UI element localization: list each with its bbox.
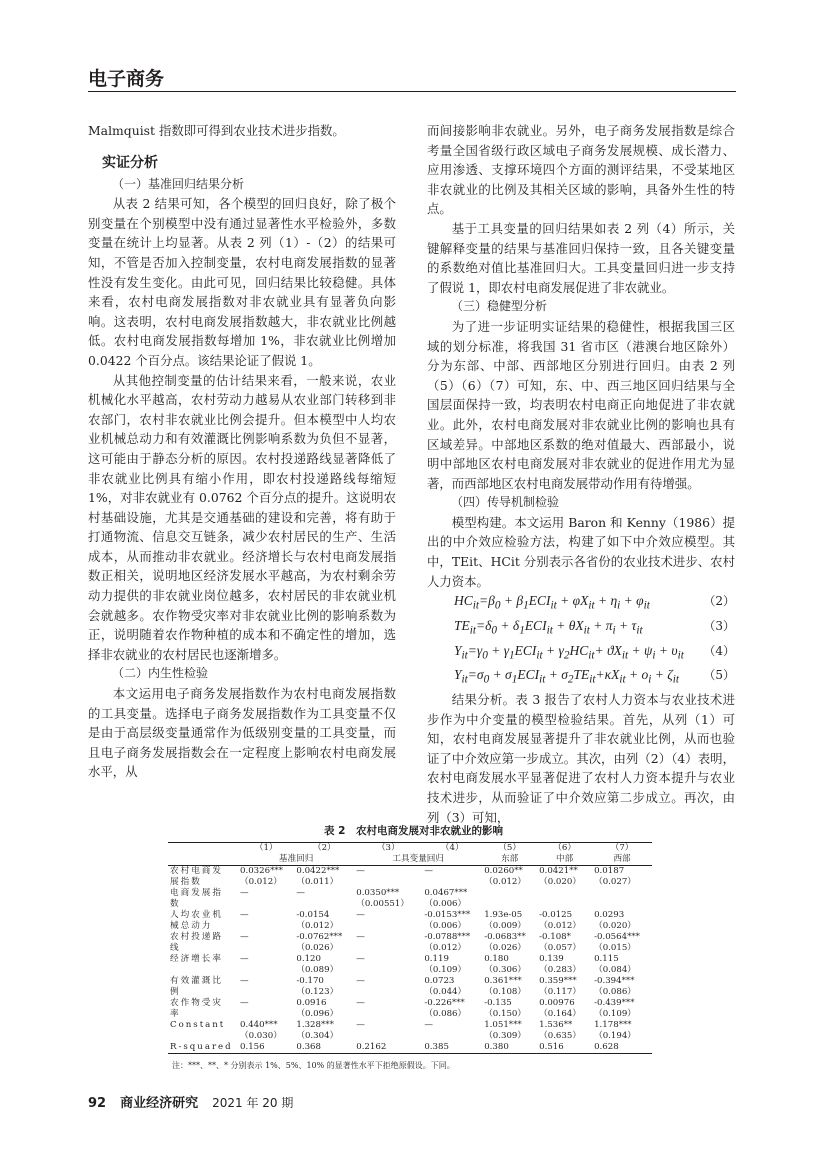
std-error-cell: （0.164） <box>539 1009 581 1019</box>
std-error-cell <box>482 899 537 910</box>
std-error-cell <box>354 943 422 954</box>
header-blank <box>168 843 238 855</box>
table-header-row <box>168 843 652 855</box>
coefficient-cell: — <box>240 932 249 942</box>
table-row <box>168 1020 652 1031</box>
std-error-cell <box>354 987 422 998</box>
coefficient-cell: -0.394*** <box>594 976 635 986</box>
column-number: （1） <box>254 843 278 853</box>
paragraph: 模型构建。本文运用 Baron 和 Kenny（1986）提出的中介效应检验方法，构建了如下中介效应模型。其中，TEit、HCit 分别表示各省份的农业技术进步、农村人力资本。 <box>427 514 735 589</box>
coefficient-cell: 0.380 <box>484 1042 509 1052</box>
column-number: （7） <box>610 843 634 853</box>
paragraph: 而间接影响非农就业。另外，电子商务发展指数是综合考量全国省级行政区域电子商务发展规模、成长潜力、应用渗透、支撑环境四个方面的测评结果，不受某地区非农就业的比例及其相关区域的影响，具备外生性的特点。 <box>427 123 735 217</box>
paragraph: 本文运用电子商务发展指数作为农村电商发展指数的工具变量。选择电子商务发展指数作为工具变量不仅是由于高层级变量通常作为低级别变量的工具变量，而且电子商务发展指数会在一定程度上影响农村电商发展水平，从 <box>88 686 396 780</box>
paragraph: 为了进一步证明实证结果的稳健性，根据我国三区域的划分标准，将我国 31 省市区（港澳台地区除外）分为东部、中部、西部地区分别进行回归。由表 2 列（5）（6）（7）可知，东、中、西三地区回归结果与全国层面保持一致，均表明农村电商正向地促进了非农就业。此外，农村电商发展对非农就业比例的影响也具有区域差异。中部地区系数的绝对值最大、西部最小，说明中部地区农村电商发展对非农就业的促进作用尤为显著，而西部地区农村电商发展带动作用有待增强。 <box>427 318 735 491</box>
std-error-cell <box>354 921 422 932</box>
std-error-cell: （0.026） <box>296 943 339 953</box>
std-error-cell: （0.009） <box>484 921 526 931</box>
std-error-cell: （0.012） <box>296 921 339 931</box>
std-error-cell: （0.117） <box>539 987 581 997</box>
coefficient-cell: 0.0293 <box>594 910 625 920</box>
table-row-se <box>168 1031 652 1042</box>
coefficient-cell: -0.0762*** <box>296 932 343 942</box>
page-footer <box>88 1092 293 1111</box>
std-error-cell: （0.086） <box>424 1009 467 1019</box>
column-group: 基准回归 <box>238 854 354 866</box>
coefficient-cell: -0.0564*** <box>594 932 640 942</box>
coefficient-cell: 0.139 <box>539 954 564 964</box>
coefficient-cell: -0.0153*** <box>424 910 471 920</box>
std-error-cell <box>238 1009 294 1020</box>
row-label: 经济增长率 <box>170 954 223 964</box>
std-error-cell <box>422 1031 482 1042</box>
std-error-cell: （0.109） <box>424 965 467 975</box>
subheading: （四）传导机制检验 <box>451 495 560 510</box>
std-error-cell: （0.012） <box>424 943 467 953</box>
std-error-cell: （0.026） <box>484 943 526 953</box>
table-row-se <box>168 987 652 998</box>
column-number: （6） <box>553 843 576 853</box>
page-number: 92 <box>88 1096 107 1111</box>
coefficient-cell: — <box>356 954 365 964</box>
coefficient-cell: -0.0788*** <box>424 932 471 942</box>
table-row <box>168 998 652 1009</box>
coefficient-cell: 0.156 <box>240 1042 265 1052</box>
coefficient-cell: — <box>356 976 365 986</box>
table-row-se <box>168 877 652 888</box>
coefficient-cell: 0.0421** <box>539 866 578 876</box>
row-label-cont: 线 <box>170 943 181 953</box>
coefficient-cell: 0.628 <box>594 1042 619 1052</box>
row-label-cont <box>168 965 238 976</box>
coefficient-cell: — <box>240 976 249 986</box>
table-row <box>168 976 652 987</box>
std-error-cell <box>294 899 354 910</box>
coefficient-cell <box>537 888 592 899</box>
coefficient-cell: — <box>240 998 249 1008</box>
std-error-cell <box>238 965 294 976</box>
std-error-cell <box>238 921 294 932</box>
coefficient-cell: 0.0422*** <box>296 866 340 876</box>
table-row <box>168 888 652 899</box>
std-error-cell: （0.150） <box>484 1009 526 1019</box>
coefficient-cell: -0.226*** <box>424 998 465 1008</box>
coefficient-cell: 0.368 <box>296 1042 321 1052</box>
coefficient-cell: 0.385 <box>424 1042 449 1052</box>
table-row-se <box>168 1009 652 1020</box>
std-error-cell: （0.044） <box>424 987 467 997</box>
column-number: （3） <box>376 843 400 853</box>
table-group-row <box>168 854 652 866</box>
coefficient-cell: 0.0467*** <box>424 888 468 898</box>
coefficient-cell: -0.439*** <box>594 998 635 1008</box>
std-error-cell: （0.00551） <box>356 899 409 909</box>
column-group: 中部 <box>537 854 592 866</box>
std-error-cell <box>354 965 422 976</box>
coefficient-cell: 0.180 <box>484 954 509 964</box>
std-error-cell <box>537 899 592 910</box>
std-error-cell: （0.006） <box>424 921 467 931</box>
std-error-cell: （0.109） <box>594 1009 636 1019</box>
std-error-cell: （0.309） <box>484 1031 526 1041</box>
row-label: 人均农业机 <box>170 910 223 920</box>
table-row <box>168 954 652 965</box>
coefficient-cell: 0.0350*** <box>356 888 400 898</box>
std-error-cell: （0.020） <box>539 877 581 887</box>
std-error-cell <box>354 1009 422 1020</box>
std-error-cell <box>354 877 422 888</box>
subheading: （二）内生性检验 <box>112 666 209 681</box>
coefficient-cell: 0.00976 <box>539 998 575 1008</box>
std-error-cell <box>238 943 294 954</box>
journal-name: 商业经济研究 <box>120 1096 199 1111</box>
coefficient-cell: 0.0260** <box>484 866 523 876</box>
std-error-cell <box>592 899 652 910</box>
row-label-cont: 例 <box>170 987 181 997</box>
table-row <box>168 932 652 943</box>
coefficient-cell: 1.536** <box>539 1020 573 1030</box>
issue: 2021 年 20 期 <box>212 1096 294 1110</box>
coefficient-cell: -0.108* <box>539 932 571 942</box>
coefficient-cell: — <box>356 998 365 1008</box>
coefficient-cell: 1.051*** <box>484 1020 522 1030</box>
std-error-cell: （0.012） <box>539 921 581 931</box>
equation-3: $TE_{it}=\delta_0 + \delta_1ECI_{it} + \theta X_{it} + \pi_i + \tau_{it}$ （3） <box>454 617 735 637</box>
equation-5: $Y_{it}=\sigma_0 + \sigma_1ECI_{it} + \sigma_2TE_{it}+\kappa X_{it} + o_i + \zeta_{it}$ （5） <box>454 667 735 686</box>
coefficient-cell: 0.115 <box>594 954 619 964</box>
coefficient-cell: — <box>240 888 249 898</box>
row-label: R-squared <box>170 1042 233 1052</box>
row-label-cont: 率 <box>170 1009 181 1019</box>
table-row <box>168 1042 652 1054</box>
paragraph: Malmquist 指数即可得到农业技术进步指数。 <box>88 123 345 138</box>
std-error-cell: （0.030） <box>240 1031 282 1041</box>
header-blank <box>168 854 238 866</box>
left-column <box>88 121 396 782</box>
coefficient-cell: 0.0916 <box>296 998 327 1008</box>
std-error-cell <box>238 987 294 998</box>
table-title: 表 2 农村电商发展对非农就业的影响 <box>324 825 503 837</box>
section-heading: 实证分析 <box>102 154 158 171</box>
coefficient-cell: -0.135 <box>484 998 512 1008</box>
coefficient-cell: 0.516 <box>539 1042 564 1052</box>
std-error-cell: （0.123） <box>296 987 339 997</box>
subheading: （一）基准回归结果分析 <box>112 176 245 191</box>
coefficient-cell <box>592 888 652 899</box>
table-row <box>168 910 652 921</box>
coefficient-cell: — <box>356 910 365 920</box>
coefficient-cell: 0.361*** <box>484 976 522 986</box>
subheading: （三）稳健型分析 <box>451 299 548 314</box>
std-error-cell: （0.283） <box>539 965 581 975</box>
column-number: （5） <box>498 843 521 853</box>
std-error-cell: （0.020） <box>594 921 636 931</box>
row-label-cont: 展指数 <box>170 877 202 887</box>
std-error-cell: （0.635） <box>539 1031 581 1041</box>
coefficient-cell: -0.0125 <box>539 910 573 920</box>
std-error-cell: （0.012） <box>240 877 282 887</box>
coefficient-cell: 0.0326*** <box>240 866 283 876</box>
paragraph: 从其他控制变量的估计结果来看，一般来说，农业机械化水平越高，农村劳动力越易从农业部门转移到非农部门，农村非农就业比例会提升。但本模型中人均农业机械总动力和有效灌溉比例影响系数为负但不显著，这可能由于静态分析的原因。农村投递路线显著降低了非农就业比例具有缩小作用，即农村投递路线每缩短 1%，对非农就业有 0.0762 个百分点的提升。这说明农村基础设施，尤其是交通基础的建设和完善，将有助于打通物流、信息交互链条，减少农村居民的生产、生活成本，从而推动非农就业。经济增长与农村电商发展指数正相关，说明地区经济发展水平越高，为农村剩余劳动力提供的非农就业岗位越多，农村居民的非农就业机会就越多。农作物受灾率对非农就业比例的影响系数为正，说明随着农作物种植的成本和不确定性的增加，选择非农就业的农村居民也逐渐增多。 <box>88 372 396 662</box>
coefficient-cell: 0.0187 <box>594 866 625 876</box>
coefficient-cell: 0.440*** <box>240 1020 278 1030</box>
coefficient-cell: 0.359*** <box>539 976 577 986</box>
coefficient-cell <box>482 888 537 899</box>
paragraph: 基于工具变量的回归结果如表 2 列（4）所示，关键解释变量的结果与基准回归保持一致，且各关键变量的系数绝对值比基准回归大。工具变量回归进一步支持了假说 1，即农村电商发展促进了非农就业。 <box>427 220 735 295</box>
paragraph: 从表 2 结果可知，各个模型的回归良好，除了极个别变量在个别模型中没有通过显著性水平检验外，多数变量在统计上均显著。从表 2 列（1）-（2）的结果可知，不管是否加入控制变量，农村电商发展指数的显著性没有发生变化。由此可见，回归结果比较稳健。具体来看，农村电商发展指数对非农就业具有显著负向影响。这表明，农村电商发展指数越大，非农就业比例越低。农村电商发展指数每增加 1%，非农就业比例增加 0.0422 个百分点。该结果论证了假说 1。 <box>88 196 396 368</box>
std-error-cell: （0.306） <box>484 965 526 975</box>
std-error-cell <box>422 877 482 888</box>
coefficient-cell: 0.0723 <box>424 976 455 986</box>
row-label: 有效灌溉比 <box>170 976 223 986</box>
table-row-se <box>168 943 652 954</box>
coefficient-cell: — <box>356 1020 365 1030</box>
std-error-cell: （0.304） <box>296 1031 339 1041</box>
paragraph: 结果分析。表 3 报告了农村人力资本与农业技术进步作为中介变量的模型检验结果。首先，从列（1）可知，农村电商发展显著提升了非农就业比例，从而也验证了中介效应第一步成立。其次，由列（2）（4）表明，农村电商发展水平显著促进了农村人力资本提升与农业技术进步，从而验证了中介效应第二步成立。再次，由列（3）可知， <box>427 692 735 825</box>
std-error-cell: （0.086） <box>594 987 636 997</box>
row-label: Constant <box>170 1020 226 1030</box>
std-error-cell: （0.057） <box>539 943 581 953</box>
column-number: （4） <box>440 843 464 853</box>
row-label-cont: 数 <box>170 899 181 909</box>
std-error-cell: （0.194） <box>594 1031 636 1041</box>
table-row-se <box>168 921 652 932</box>
coefficient-cell: — <box>296 888 305 898</box>
std-error-cell: （0.084） <box>594 965 636 975</box>
coefficient-cell: -0.0683** <box>484 932 526 942</box>
coefficient-cell: -0.0154 <box>296 910 330 920</box>
coefficient-cell: 1.93e-05 <box>484 910 523 920</box>
std-error-cell: （0.096） <box>296 1009 339 1019</box>
coefficient-cell: 0.120 <box>296 954 321 964</box>
column-number: （2） <box>312 843 336 853</box>
row-label: 农村投递路 <box>170 932 223 942</box>
right-column <box>427 121 735 827</box>
std-error-cell: （0.012） <box>484 877 526 887</box>
std-error-cell: （0.011） <box>296 877 339 887</box>
row-label-cont: 械总动力 <box>170 921 213 931</box>
column-group: 东部 <box>482 854 537 866</box>
std-error-cell: （0.027） <box>594 877 636 887</box>
coefficient-cell: — <box>240 910 249 920</box>
coefficient-cell: — <box>356 932 365 942</box>
coefficient-cell: 1.178*** <box>594 1020 632 1030</box>
row-label: 农村电商发 <box>170 866 223 876</box>
std-error-cell: （0.006） <box>424 899 467 909</box>
coefficient-cell: 0.119 <box>424 954 449 964</box>
std-error-cell: （0.108） <box>484 987 526 997</box>
equation-4: $Y_{it}=\gamma_0 + \gamma_1ECI_{it} + \gamma_2HC_{it}+ ϑX_{it} + \psi_i + \upsilon_{it}$ （4） <box>454 642 735 662</box>
coefficient-cell: — <box>424 866 433 876</box>
table-row <box>168 866 652 878</box>
row-label-cont <box>168 1031 238 1042</box>
table-row-se <box>168 899 652 910</box>
table-row-se <box>168 965 652 976</box>
regression-table <box>168 842 652 1054</box>
coefficient-cell: — <box>424 1020 433 1030</box>
header-rule <box>88 91 736 92</box>
std-error-cell <box>354 1031 422 1042</box>
column-group: 工具变量回归 <box>354 854 482 866</box>
coefficient-cell: — <box>356 866 365 876</box>
column-group: 西部 <box>592 854 652 866</box>
row-label: 农作物受灾 <box>170 998 223 1008</box>
coefficient-cell: 1.328*** <box>296 1020 334 1030</box>
coefficient-cell: -0.170 <box>296 976 324 986</box>
row-label: 电商发展指 <box>170 888 223 898</box>
std-error-cell <box>238 899 294 910</box>
std-error-cell: （0.089） <box>296 965 339 975</box>
table-note: 注：***、**、* 分别表示 1%、5%、10% 的显著性水平下拒绝原假设。下同。 <box>172 1061 455 1070</box>
coefficient-cell: 0.2162 <box>356 1042 387 1052</box>
equation-2: $HC_{it}=\beta_0 + \beta_1ECI_{it} + \varphi X_{it} + \eta_i + \varphi_{it}$ （2） <box>454 593 735 612</box>
std-error-cell: （0.015） <box>594 943 636 953</box>
coefficient-cell: — <box>240 954 249 964</box>
section-header: 电子商务 <box>88 68 165 90</box>
